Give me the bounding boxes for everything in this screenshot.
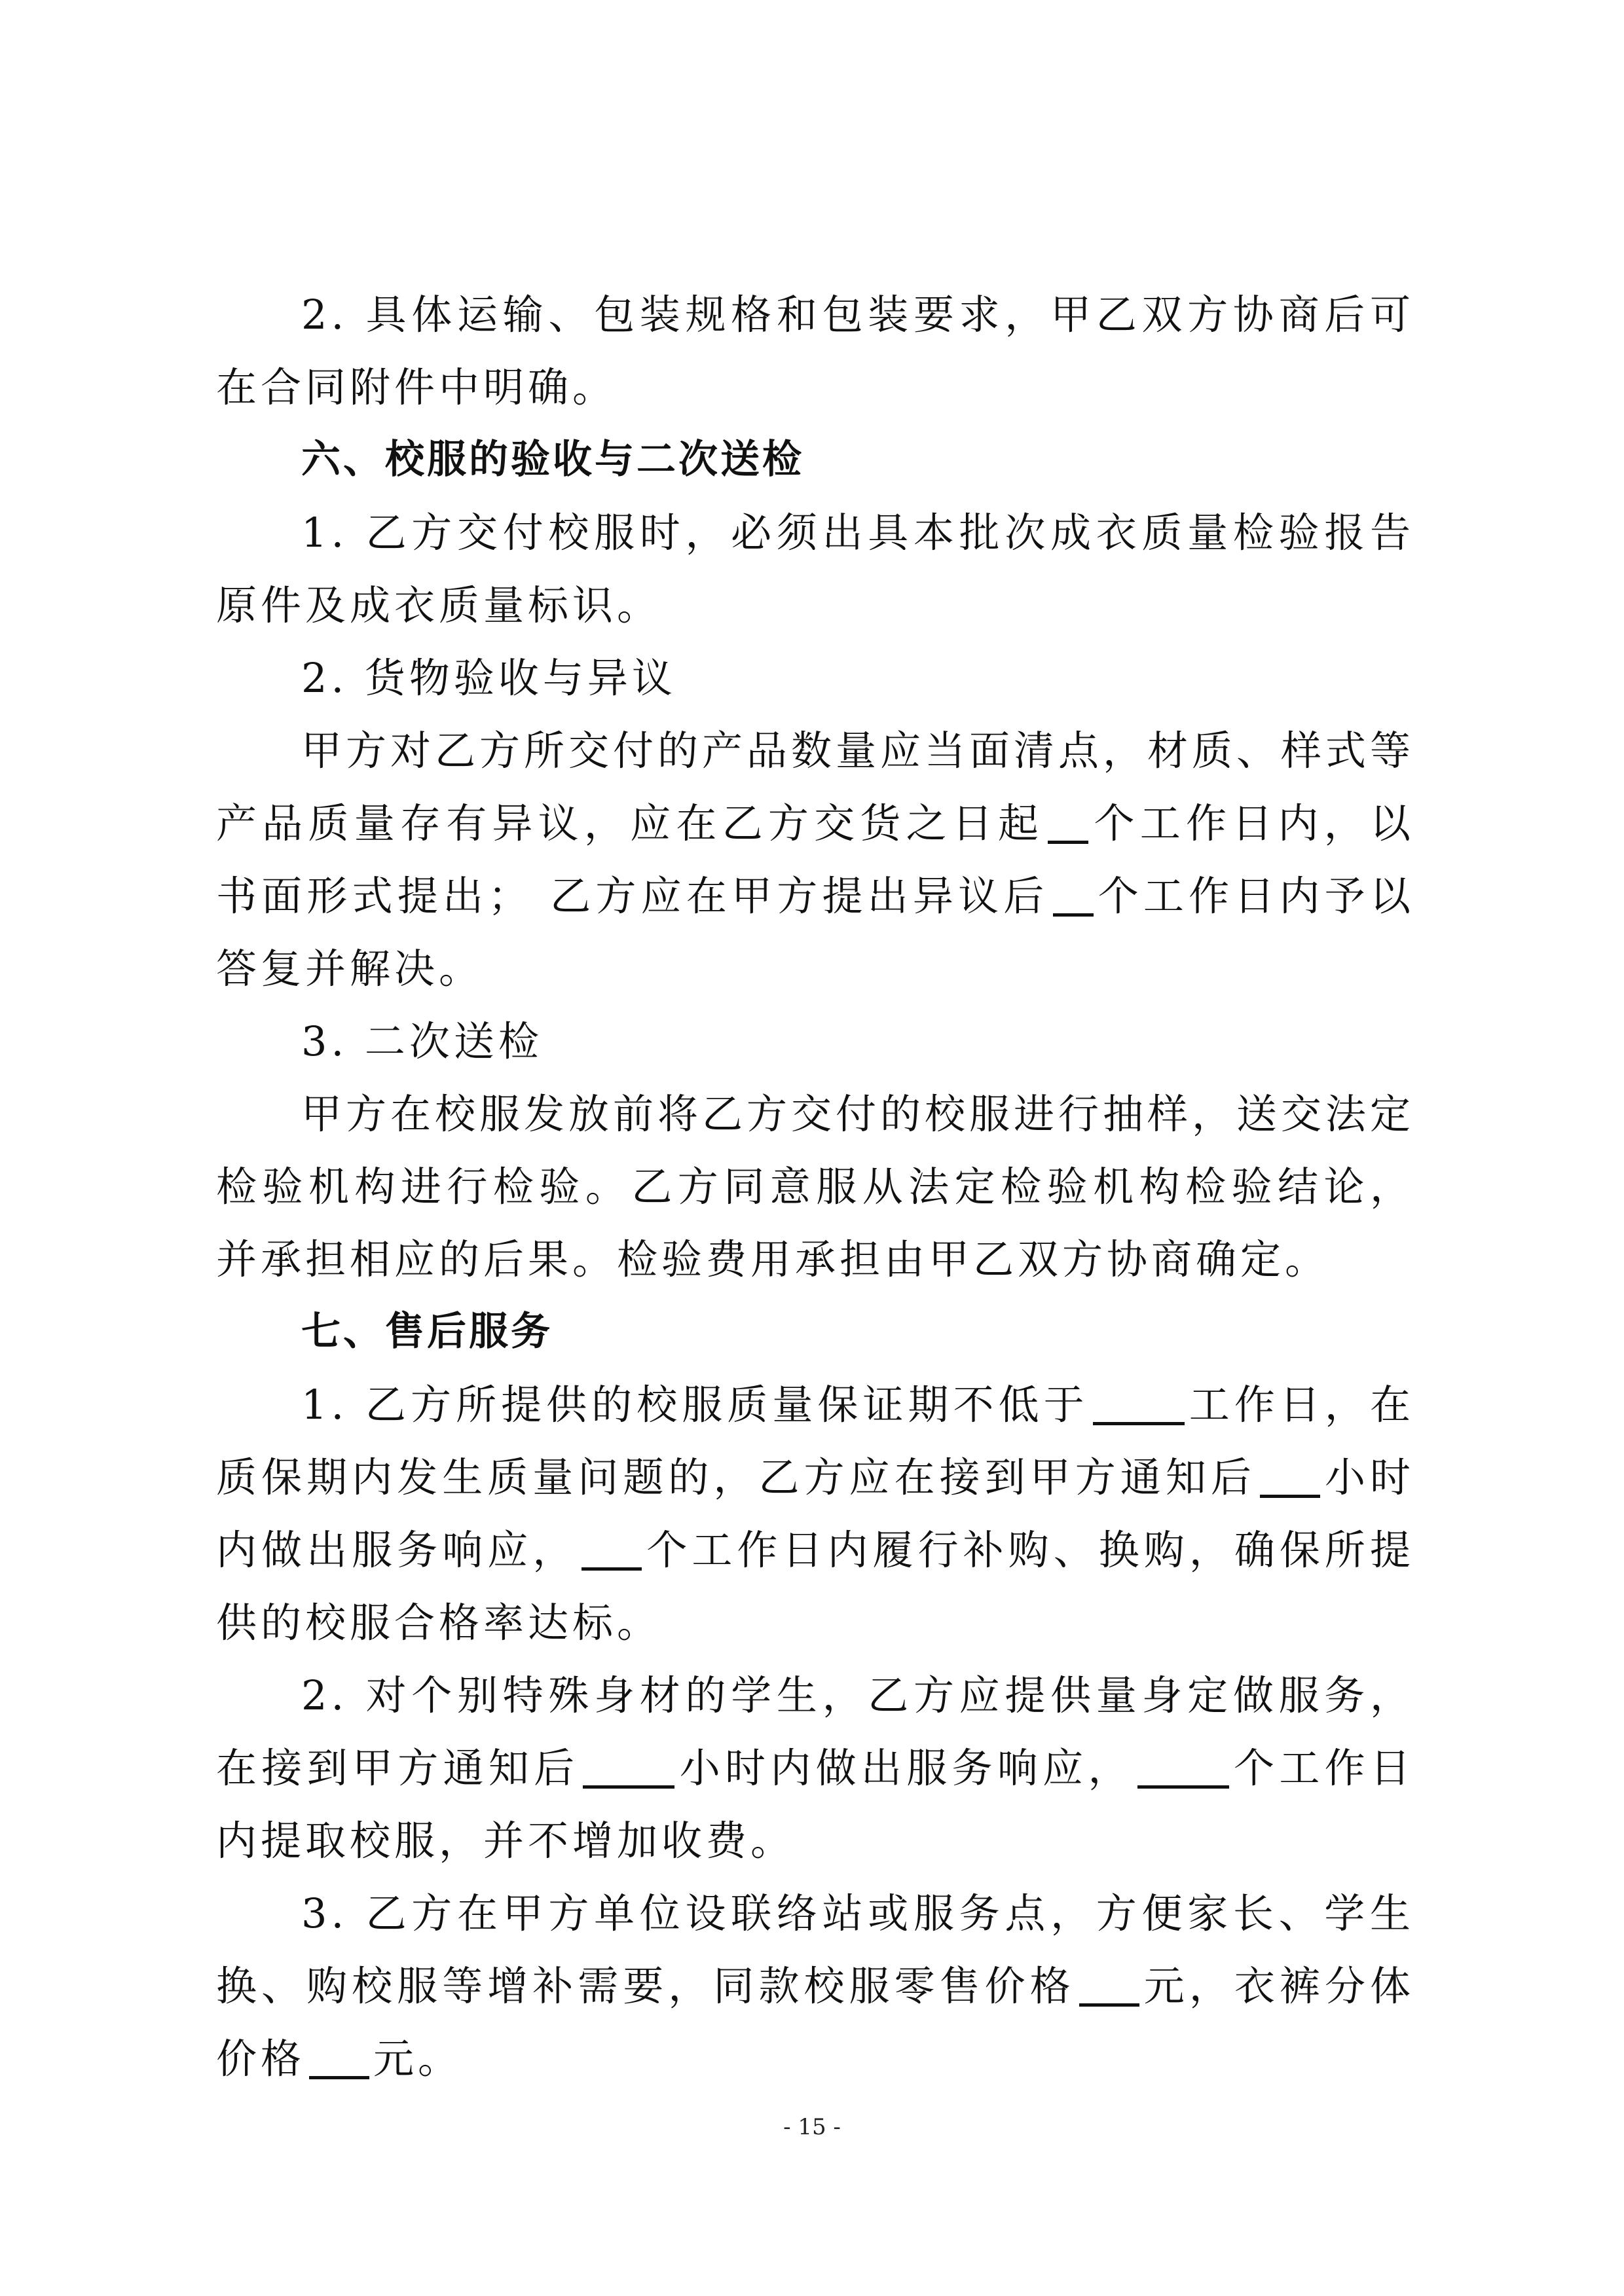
tailoring-text-part3: 个工作日内提取校服，并不增加收费。 [216,1744,1414,1865]
warranty-text-part1: 1. 乙方所提供的校服质量保证期不低于 [301,1381,1089,1429]
paragraph-quality-report: 1. 乙方交付校服时，必须出具本批次成衣质量检验报告原件及成衣质量标识。 [216,509,1414,629]
page-number: - 15 - [783,2114,841,2140]
blank-field-separate-price [309,2035,369,2079]
objection-text-part2: 个工作日内，以书面形式提出； 乙方应在甲方提出异议后 [216,799,1414,920]
objection-text-part3: 个工作日内予以答复并解决。 [216,872,1414,993]
document-body [216,278,1414,2095]
tailoring-text-part2: 小时内做出服务响应， [678,1744,1134,1792]
service-text-part1: 3. 乙方在甲方单位设联络站或服务点，方便家长、学生换、购校服等增补需要，同款校服零售价格 [216,1889,1414,2010]
paragraph-objection-terms [216,714,1414,1005]
section-heading-acceptance: 六、校服的验收与二次送检 [301,437,804,483]
subheading-second-inspection: 3. 二次送检 [301,1017,543,1065]
service-text-part2: 元，衣裤分体价格 [216,1962,1414,2083]
blank-field-days-1 [1048,800,1088,844]
tailoring-text-part1: 2. 对个别特殊身材的学生，乙方应提供量身定做服务，在接到甲方通知后 [216,1671,1414,1792]
section-heading-after-sales: 七、售后服务 [301,1309,553,1355]
blank-field-days-2 [1053,873,1094,917]
paragraph-service-point [216,1877,1414,2095]
warranty-text-part4: 个工作日内履行补购、换购，确保所提供的校服合格率达标。 [216,1526,1414,1647]
blank-field-replacement-days [581,1527,642,1571]
blank-field-warranty-days [1093,1381,1185,1425]
objection-text-part1: 甲方对乙方所交付的产品数量应当面清点，材质、样式等产品质量存有异议，应在乙方交货之日起 [216,727,1415,847]
blank-field-tailoring-hours [583,1745,674,1789]
paragraph-inspection-terms: 甲方在校服发放前将乙方交付的校服进行抽样，送交法定检验机构进行检验。乙方同意服从法定检验机构检验结论，并承担相应的后果。检验费用承担由甲乙双方协商确定。 [216,1090,1415,1283]
blank-field-pickup-days [1137,1745,1229,1789]
blank-field-retail-price [1079,1963,1139,2007]
paragraph-custom-tailoring [216,1659,1414,1877]
paragraph-transport-packaging: 2. 具体运输、包装规格和包装要求，甲乙双方协商后可在合同附件中明确。 [216,291,1414,411]
warranty-text-part3: 小时内做出服务响应， [216,1453,1414,1574]
paragraph-warranty-terms [216,1368,1414,1659]
blank-field-response-hours [1260,1454,1320,1498]
service-text-part3: 元。 [373,2035,463,2083]
subheading-goods-acceptance: 2. 货物验收与异议 [301,654,676,702]
warranty-text-part2: 工作日，在质保期内发生质量问题的，乙方应在接到甲方通知后 [216,1381,1414,1501]
